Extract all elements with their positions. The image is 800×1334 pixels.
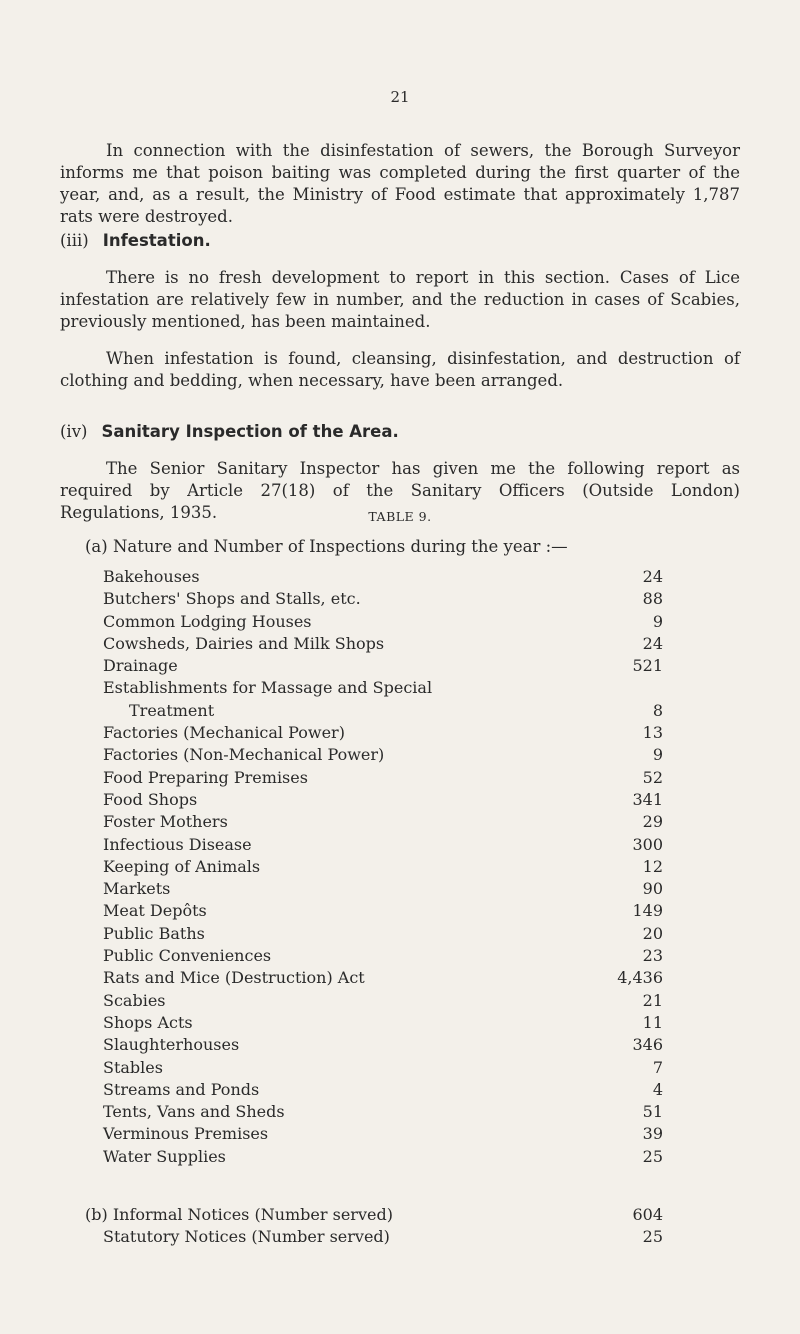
row-value: 4,436 [617,968,663,988]
table-row [103,878,663,900]
table-row [103,677,663,699]
row-label: Public Baths [103,923,205,943]
row-label: Factories (Mechanical Power) [103,723,345,743]
row-value: 21 [642,990,663,1010]
notice-row [85,1204,663,1226]
row-value: 90 [642,879,663,899]
section-iv-heading [60,422,399,441]
table-title: TABLE 9. [368,509,432,524]
row-value: 7 [652,1057,663,1077]
table-row [103,1123,663,1145]
row-value: 52 [642,767,663,787]
row-value: 51 [642,1102,663,1122]
notices-list [85,1204,663,1248]
row-label: Butchers' Shops and Stalls, etc. [103,589,361,609]
row-label: Treatment [129,700,215,720]
row-label: Water Supplies [103,1146,226,1166]
table-row [103,1057,663,1079]
section-iii-heading [60,231,211,250]
row-label: Public Conveniences [103,946,272,966]
table-row [103,633,663,655]
notice-value: 604 [632,1205,663,1224]
row-value: 39 [642,1124,663,1144]
row-label: Cowsheds, Dairies and Milk Shops [103,633,385,653]
row-label: Keeping of Animals [103,856,261,876]
row-value: 23 [642,946,663,966]
table-row [103,967,663,989]
table-row [103,856,663,878]
row-value: 29 [642,812,663,832]
table-row [103,700,663,722]
section-iv-paragraph-1: The Senior Sanitary Inspector has given me the following report as required by Article 27(18) of the Sanitary Officers (Outside London) Regulations, 1935. [60,459,740,522]
row-label: Infectious Disease [103,834,252,854]
notice-row [85,1226,663,1248]
row-value: 13 [642,723,663,743]
table-row [103,767,663,789]
row-value: 300 [632,834,663,854]
row-value: 24 [642,567,663,586]
table-row [103,655,663,677]
row-value: 9 [652,611,663,631]
table-row [103,722,663,744]
section-iii-paragraph-2: When infestation is found, cleansing, disinfestation, and destruction of clothing and bedding, when necessary, have been arranged. [60,349,740,390]
inspections-table [103,566,663,1168]
table-row [103,1101,663,1123]
table-row [103,1146,663,1168]
row-label: Establishments for Massage and Special [103,678,433,698]
table-row [103,1034,663,1056]
row-value: 521 [632,656,663,676]
row-value: 341 [632,789,663,809]
intro-paragraph: In connection with the disinfestation of sewers, the Borough Surveyor informs me that poison baiting was completed during the first quarter of the year, and, as a result, the Ministry of Food estimate that approximately 1,787 rats were destroyed. [60,141,740,226]
row-label: Streams and Ponds [103,1079,260,1099]
section-iii-paragraph-1: There is no fresh development to report in this section. Cases of Lice infestation are relatively few in number, and the reduction in cases of Scabies, previously mentioned, has been maintained. [60,268,740,331]
row-value: 8 [652,700,663,720]
row-label: Verminous Premises [103,1124,269,1144]
table-row [103,1079,663,1101]
table-row [103,811,663,833]
row-value: 88 [642,589,663,609]
table-row [103,834,663,856]
table-row [103,566,663,588]
row-label: Rats and Mice (Destruction) Act [103,968,365,988]
row-label: Meat Depôts [103,901,207,921]
table-row [103,1012,663,1034]
row-label: Factories (Non-Mechanical Power) [103,745,385,765]
table-row [103,789,663,811]
row-label: Slaughterhouses [103,1035,240,1055]
row-label: Stables [103,1057,163,1077]
row-label: Food Preparing Premises [103,767,308,787]
section-iv-number: (iv) [60,422,88,441]
table-row [103,744,663,766]
section-iii-title: Infestation. [102,231,211,250]
row-label: Scabies [103,990,166,1010]
row-label: Food Shops [103,789,198,809]
table-row [103,900,663,922]
row-label: Common Lodging Houses [103,611,312,631]
row-value: 20 [642,923,663,943]
row-label: Bakehouses [103,567,200,586]
row-value: 346 [632,1035,663,1055]
table-row [103,945,663,967]
notice-label: Statutory Notices (Number served) [103,1227,390,1246]
row-label: Drainage [103,656,178,676]
notice-value: 25 [642,1227,663,1246]
table-part-a-heading: (a) Nature and Number of Inspections during the year :— [85,537,568,556]
row-value: 11 [642,1012,663,1032]
row-label: Foster Mothers [103,812,228,832]
section-iv-title: Sanitary Inspection of the Area. [101,422,399,441]
page-number: 21 [390,88,410,106]
row-label: Tents, Vans and Sheds [103,1102,285,1122]
row-value: 4 [652,1079,663,1099]
section-iii-number: (iii) [60,231,89,250]
row-value: 149 [632,901,663,921]
row-value: 24 [642,633,663,653]
row-value: 9 [652,745,663,765]
table-row [103,611,663,633]
row-label: Markets [103,879,171,899]
table-row [103,990,663,1012]
table-row [103,588,663,610]
row-value: 25 [642,1146,663,1166]
table-row [103,923,663,945]
row-value: 12 [642,856,663,876]
row-label: Shops Acts [103,1012,193,1032]
notice-label: (b) Informal Notices (Number served) [85,1205,393,1224]
